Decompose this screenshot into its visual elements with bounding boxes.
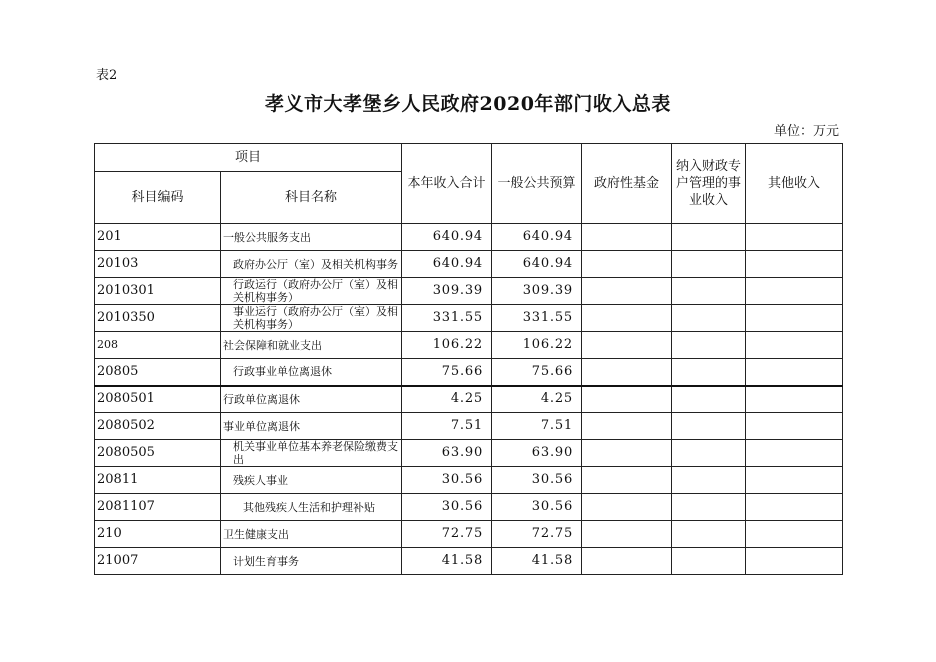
row-name: 机关事业单位基本养老保险缴费支出 — [221, 440, 402, 467]
row-total: 72.75 — [402, 521, 492, 548]
row-general: 63.90 — [492, 440, 582, 467]
row-other — [746, 440, 843, 467]
row-special — [672, 386, 746, 413]
row-total: 30.56 — [402, 467, 492, 494]
row-total: 7.51 — [402, 413, 492, 440]
row-name: 事业运行（政府办公厅（室）及相关机构事务） — [221, 305, 402, 332]
header-other-income: 其他收入 — [746, 144, 843, 224]
row-other — [746, 467, 843, 494]
table-row — [95, 494, 843, 521]
table-row — [95, 548, 843, 575]
row-code: 2080505 — [95, 440, 221, 467]
page-title: 孝义市大孝堡乡人民政府2020年部门收入总表 — [265, 93, 671, 115]
row-code: 2080502 — [95, 413, 221, 440]
row-general: 640.94 — [492, 224, 582, 251]
row-code: 208 — [95, 332, 221, 359]
row-special — [672, 548, 746, 575]
row-general: 640.94 — [492, 251, 582, 278]
row-total: 30.56 — [402, 494, 492, 521]
row-fund — [582, 440, 672, 467]
row-total: 640.94 — [402, 224, 492, 251]
row-other — [746, 548, 843, 575]
row-fund — [582, 224, 672, 251]
row-general: 7.51 — [492, 413, 582, 440]
row-general: 106.22 — [492, 332, 582, 359]
revenue-table — [94, 143, 843, 575]
row-code: 2010301 — [95, 278, 221, 305]
table-row — [95, 278, 843, 305]
row-code: 20811 — [95, 467, 221, 494]
row-fund — [582, 251, 672, 278]
row-special — [672, 494, 746, 521]
header-name: 科目名称 — [221, 172, 402, 224]
row-code: 201 — [95, 224, 221, 251]
row-total: 75.66 — [402, 359, 492, 386]
row-special — [672, 467, 746, 494]
row-name: 计划生育事务 — [221, 548, 402, 575]
row-general: 41.58 — [492, 548, 582, 575]
row-name: 行政事业单位离退休 — [221, 359, 402, 386]
row-code: 2010350 — [95, 305, 221, 332]
row-special — [672, 278, 746, 305]
row-special — [672, 440, 746, 467]
row-other — [746, 521, 843, 548]
row-name: 卫生健康支出 — [221, 521, 402, 548]
row-name: 事业单位离退休 — [221, 413, 402, 440]
row-total: 63.90 — [402, 440, 492, 467]
row-general: 72.75 — [492, 521, 582, 548]
row-general: 309.39 — [492, 278, 582, 305]
table-number: 表2 — [96, 68, 118, 83]
row-other — [746, 278, 843, 305]
table-row — [95, 332, 843, 359]
row-general: 75.66 — [492, 359, 582, 386]
table-row — [95, 521, 843, 548]
row-special — [672, 359, 746, 386]
row-total: 640.94 — [402, 251, 492, 278]
row-fund — [582, 521, 672, 548]
header-government-fund: 政府性基金 — [582, 144, 672, 224]
row-total: 4.25 — [402, 386, 492, 413]
row-general: 331.55 — [492, 305, 582, 332]
row-code: 2081107 — [95, 494, 221, 521]
row-other — [746, 386, 843, 413]
row-special — [672, 251, 746, 278]
row-fund — [582, 305, 672, 332]
row-other — [746, 251, 843, 278]
row-other — [746, 224, 843, 251]
row-fund — [582, 332, 672, 359]
row-fund — [582, 386, 672, 413]
table-row — [95, 224, 843, 251]
row-code: 210 — [95, 521, 221, 548]
row-special — [672, 305, 746, 332]
row-fund — [582, 548, 672, 575]
table-row — [95, 305, 843, 332]
header-code: 科目编码 — [95, 172, 221, 224]
table-row — [95, 413, 843, 440]
row-name: 残疾人事业 — [221, 467, 402, 494]
header-project: 项目 — [95, 144, 402, 172]
row-code: 20103 — [95, 251, 221, 278]
row-special — [672, 521, 746, 548]
table-row — [95, 251, 843, 278]
row-name: 一般公共服务支出 — [221, 224, 402, 251]
row-general: 30.56 — [492, 467, 582, 494]
row-general: 4.25 — [492, 386, 582, 413]
row-total: 41.58 — [402, 548, 492, 575]
row-name: 行政运行（政府办公厅（室）及相关机构事务） — [221, 278, 402, 305]
row-total: 106.22 — [402, 332, 492, 359]
row-name: 行政单位离退休 — [221, 386, 402, 413]
table-row — [95, 467, 843, 494]
row-special — [672, 224, 746, 251]
row-fund — [582, 359, 672, 386]
row-fund — [582, 413, 672, 440]
row-code: 20805 — [95, 359, 221, 386]
row-total: 309.39 — [402, 278, 492, 305]
row-total: 331.55 — [402, 305, 492, 332]
row-general: 30.56 — [492, 494, 582, 521]
row-other — [746, 359, 843, 386]
unit-label: 单位：万元 — [773, 124, 839, 139]
table-row — [95, 359, 843, 386]
header-general-budget: 一般公共预算 — [492, 144, 582, 224]
row-special — [672, 413, 746, 440]
row-other — [746, 305, 843, 332]
row-name: 社会保障和就业支出 — [221, 332, 402, 359]
row-fund — [582, 494, 672, 521]
table-row — [95, 440, 843, 467]
row-name: 其他残疾人生活和护理补贴 — [221, 494, 402, 521]
row-other — [746, 332, 843, 359]
row-fund — [582, 278, 672, 305]
row-other — [746, 413, 843, 440]
row-name: 政府办公厅（室）及相关机构事务 — [221, 251, 402, 278]
row-other — [746, 494, 843, 521]
table-row — [95, 386, 843, 413]
row-fund — [582, 467, 672, 494]
row-special — [672, 332, 746, 359]
row-code: 21007 — [95, 548, 221, 575]
row-code: 2080501 — [95, 386, 221, 413]
header-special-account: 纳入财政专户管理的事业收入 — [672, 144, 746, 224]
header-total: 本年收入合计 — [402, 144, 492, 224]
